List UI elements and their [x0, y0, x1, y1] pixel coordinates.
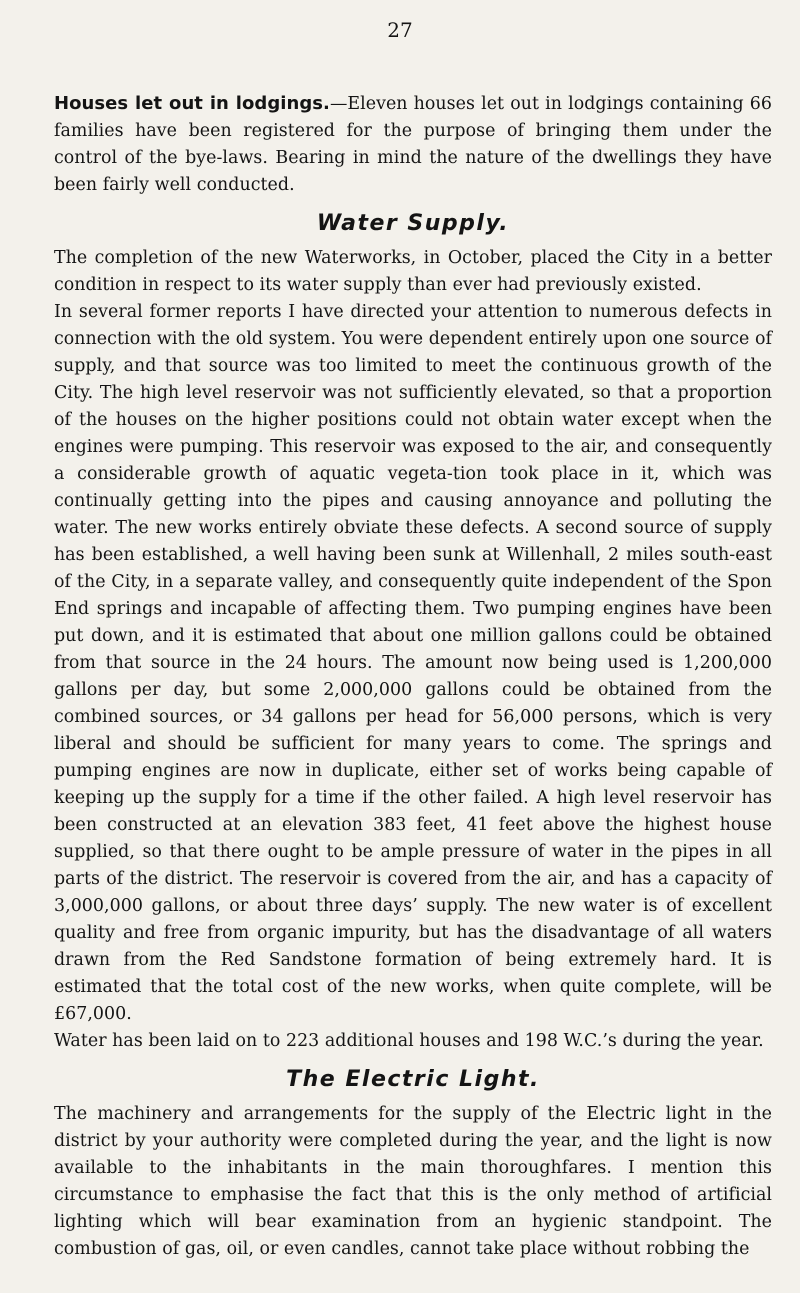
lodgings-paragraph	[54, 90, 772, 199]
lodgings-text: —Eleven houses let out in lodgings containing 66 families have been registered for the purpose of bringing them under the control of the bye-laws. Bearing in mind the nature of the dwellings they have been fairly well conducted.	[54, 94, 773, 195]
water-paragraph: In several former reports I have directed your attention to numerous defects in connection with the old system. You were dependent entirely upon one source of supply, and that source was too limited to meet the continuous growth of the City. The high level reservoir was not sufficiently elevated, so that a proportion of the houses on the higher positions could not obtain water except when the engines were pumping. This reservoir was exposed to the air, and consequently a considerable growth of aquatic vegeta-tion took place in it, which was continually getting into the pipes and causing annoyance and polluting the water. The new works entirely obviate these defects. A second source of supply has been established, a well having been sunk at Willenhall, 2 miles south-east of the City, in a separate valley, and consequently quite independent of the Spon End springs and incapable of affecting them. Two pumping engines have been put down, and it is estimated that about one million gallons could be obtained from that source in the 24 hours. The amount now being used is 1,200,000 gallons per day, but some 2,000,000 gallons could be obtained from the combined sources, or 34 gallons per head for 56,000 persons, which is very liberal and should be sufficient for many years to come. The springs and pumping engines are now in duplicate, either set of works being capable of keeping up the supply for a time if the other failed. A high level reservoir has been constructed at an elevation 383 feet, 41 feet above the highest house supplied, so that there ought to be ample pressure of water in the pipes in all parts of the district. The reservoir is covered from the air, and has a capacity of 3,000,000 gallons, or about three days’ supply. The new water is of excellent quality and free from organic impurity, but has the disadvantage of all waters drawn from the Red Sandstone formation of being extremely hard. It is estimated that the total cost of the new works, when quite complete, will be £67,000.	[54, 302, 772, 1024]
electric-light-heading: The Electric Light.	[286, 1067, 540, 1092]
water-supply-heading: Water Supply.	[316, 211, 510, 236]
lodgings-heading: Houses let out in lodgings.	[54, 93, 330, 114]
water-paragraph: The completion of the new Waterworks, in October, placed the City in a better condition in respect to its water supply than ever had previously existed.	[54, 248, 772, 295]
electric-paragraph: The machinery and arrangements for the supply of the Electric light in the district by your authority were completed during the year, and the light is now available to the inhabitants in the main thoroughfares. I mention this circumstance to emphasise the fact that this is the only method of artificial lighting which will bear examination from an hygienic standpoint. The combustion of gas, oil, or even candles, cannot take place without robbing the	[54, 1104, 772, 1259]
page-number: 27	[387, 18, 413, 42]
water-paragraph: Water has been laid on to 223 additional houses and 198 W.C.’s during the year.	[54, 1031, 764, 1051]
body-text	[54, 90, 772, 1263]
